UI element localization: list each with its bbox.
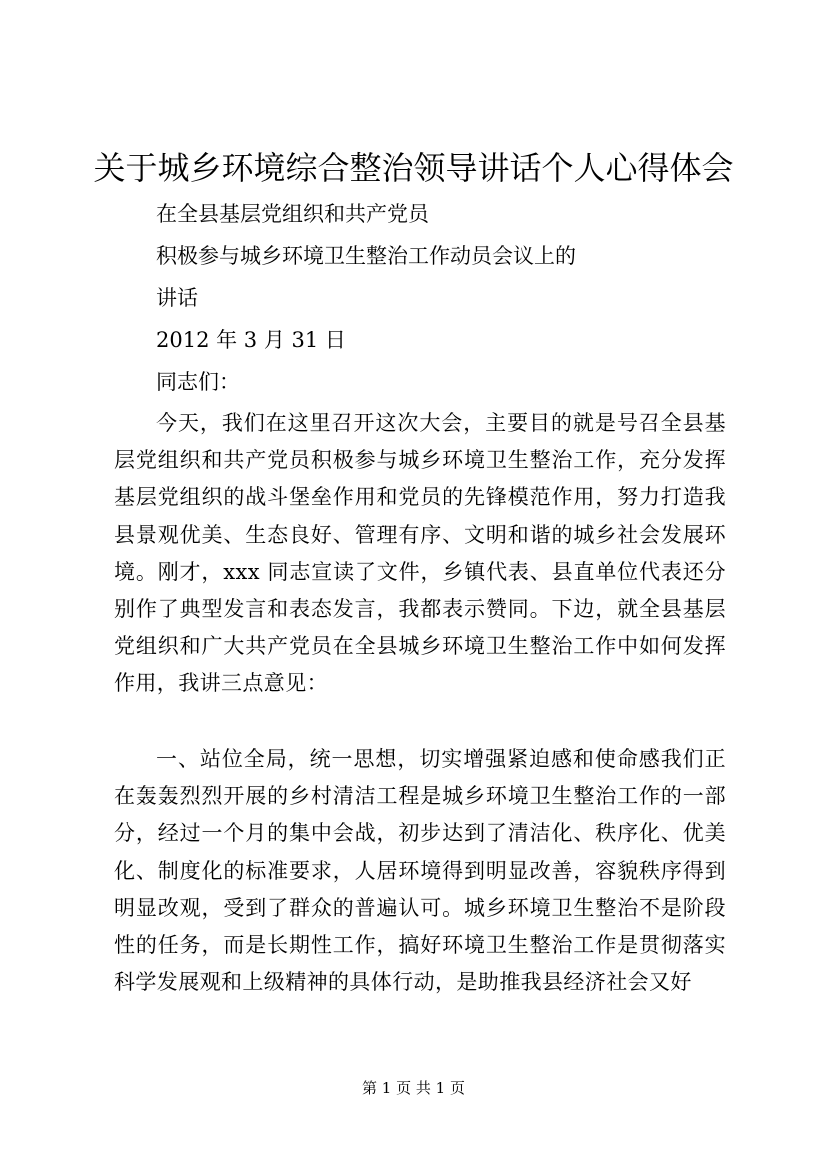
subtitle-line-3: 讲话: [156, 286, 198, 310]
body-paragraph-1: 今天，我们在这里召开这次大会，主要目的就是号召全县基层党组织和共产党员积极参与城乡环境卫生整治工作，充分发挥基层党组织的战斗堡垒作用和党员的先锋模范作用，努力打造我县景观优美、生态良好、管理有序、文明和谐的城乡社会发展环境。刚才，xxx 同志宣读了文件，乡镇代表、县直单位代表还分别作了典型发言和表态发言，我都表示赞同。下边，就全县基层党组织和广大共产党员在全县城乡环境卫生整治工作中如何发挥作用，我讲三点意见：: [114, 411, 726, 696]
speech-date: 2012 年 3 月 31 日: [156, 328, 346, 352]
subtitle-line-1: 在全县基层党组织和共产党员: [156, 202, 429, 226]
subtitle-line-2: 积极参与城乡环境卫生整治工作动员会议上的: [156, 244, 576, 268]
page-footer: 第 1 页 共 1 页: [362, 1079, 465, 1097]
document-title: 关于城乡环境综合整治领导讲话个人心得体会: [93, 149, 734, 187]
salutation: 同志们：: [156, 370, 240, 394]
body-paragraph-2: 一、站位全局，统一思想，切实增强紧迫感和使命感我们正在轰轰烈烈开展的乡村清洁工程是城乡环境卫生整治工作的一部分，经过一个月的集中会战，初步达到了清洁化、秩序化、优美化、制度化的标准要求，人居环境得到明显改善，容貌秩序得到明显改观，受到了群众的普遍认可。城乡环境卫生整治不是阶段性的任务，而是长期性工作，搞好环境卫生整治工作是贯彻落实科学发展观和上级精神的具体行动，是助推我县经济社会又好: [114, 747, 726, 995]
